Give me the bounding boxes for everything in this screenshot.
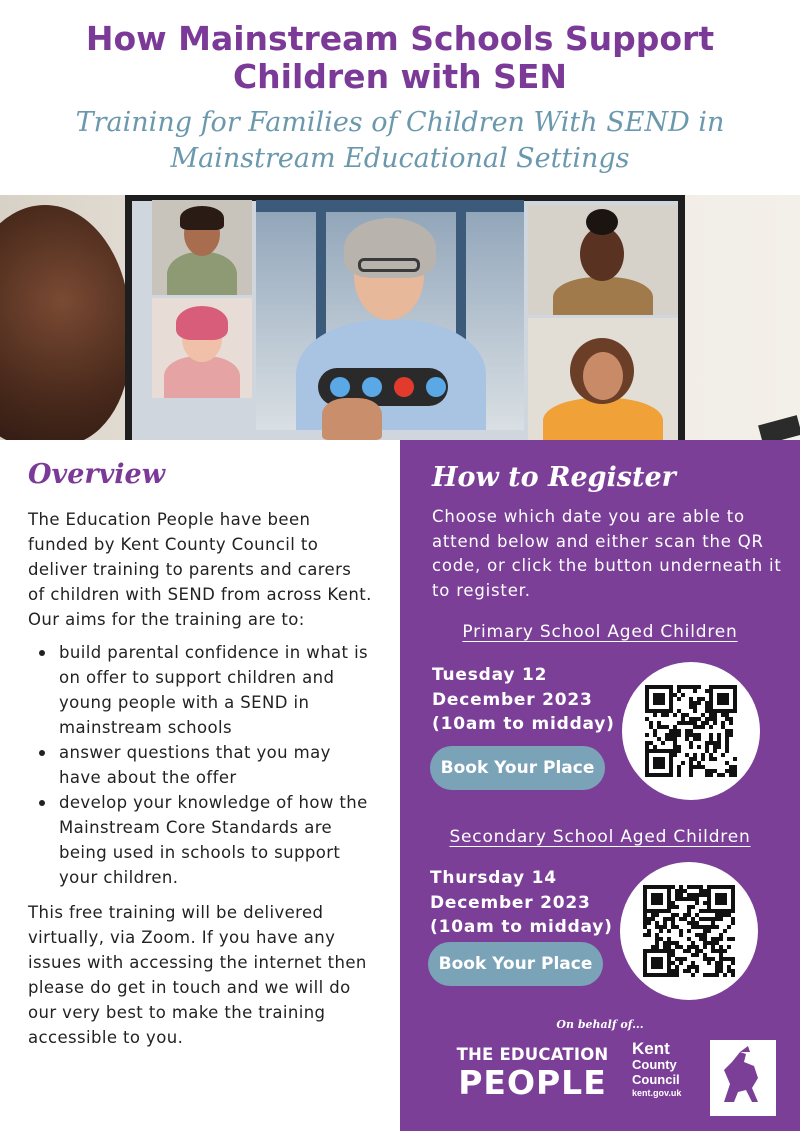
bullet-icon — [39, 650, 45, 656]
list-item — [28, 640, 373, 740]
kcc-line-1: Kent — [632, 1039, 670, 1058]
signal-icon — [426, 377, 446, 397]
kent-county-council-logo — [632, 1040, 782, 1118]
white-horse-icon — [710, 1040, 776, 1116]
logo-line-1: THE EDUCATION — [456, 1045, 609, 1064]
kcc-line-2: County — [632, 1057, 677, 1072]
waving-hand — [322, 398, 382, 440]
session-day: Tuesday 12 — [432, 665, 548, 685]
register-heading: How to Register — [432, 462, 676, 493]
video-tile-participant-4 — [528, 318, 678, 440]
microphone-icon — [330, 377, 350, 397]
session-time: (10am to midday) — [432, 714, 615, 734]
register-panel — [400, 440, 800, 1131]
qr-code-icon[interactable] — [622, 662, 760, 800]
bullet-icon — [39, 800, 45, 806]
qr-code-icon[interactable] — [620, 862, 758, 1000]
bullet-icon — [39, 750, 45, 756]
overview-heading: Overview — [28, 459, 165, 490]
list-item — [28, 790, 373, 890]
camera-icon — [362, 377, 382, 397]
video-tile-participant-3 — [528, 205, 678, 315]
primary-session-date — [432, 663, 615, 737]
aim-text: answer questions that you may have about the offer — [59, 743, 331, 787]
kcc-wordmark — [632, 1040, 681, 1099]
secondary-session-heading: Secondary School Aged Children — [449, 827, 751, 847]
video-tile-participant-2 — [152, 298, 252, 398]
subtitle-line-1: Training for Families of Children With SEND in — [75, 107, 725, 138]
title-line-1: How Mainstream Schools Support — [85, 19, 715, 58]
register-intro: Choose which date you are able to attend below and either scan the QR code, or click the button underneath it to register. — [432, 507, 782, 600]
list-item — [28, 740, 373, 790]
aim-text: build parental confidence in what is on offer to support children and young people with a SEND in mainstream schools — [59, 643, 369, 737]
session-day: Thursday 14 — [430, 868, 557, 888]
on-behalf-text: On behalf of... — [556, 1018, 644, 1031]
page-title — [0, 20, 800, 96]
secondary-session-date — [430, 866, 613, 940]
title-line-2: Children with SEN — [232, 57, 568, 96]
overview-section — [28, 455, 373, 1050]
kcc-url: kent.gov.uk — [632, 1088, 682, 1098]
aims-list — [28, 640, 373, 890]
book-secondary-button[interactable]: Book Your Place — [428, 942, 603, 986]
overview-intro: The Education People have been funded by Kent County Council to deliver training to parents and carers of children with SEND from across Kent. Our aims for the training are to: — [28, 510, 372, 629]
education-people-logo — [450, 1045, 615, 1101]
aim-text: develop your knowledge of how the Mainstream Core Standards are being used in schools to support your children. — [59, 793, 368, 887]
session-date: December 2023 — [432, 689, 593, 710]
primary-session-heading: Primary School Aged Children — [462, 622, 738, 642]
overview-closing: This free training will be delivered virtually, via Zoom. If you have any issues with accessing the internet then please do get in touch and we will do our very best to make the training accessible to you. — [28, 903, 367, 1047]
session-date: December 2023 — [430, 892, 591, 913]
page-header — [0, 0, 800, 195]
video-tile-participant-1 — [152, 200, 252, 295]
logo-line-2: PEOPLE — [458, 1063, 607, 1102]
subtitle-line-2: Mainstream Educational Settings — [170, 143, 630, 174]
page-subtitle — [40, 105, 760, 177]
book-primary-button[interactable]: Book Your Place — [430, 746, 605, 790]
session-time: (10am to midday) — [430, 917, 613, 937]
kcc-line-3: Council — [632, 1072, 680, 1087]
end-call-icon — [394, 377, 414, 397]
